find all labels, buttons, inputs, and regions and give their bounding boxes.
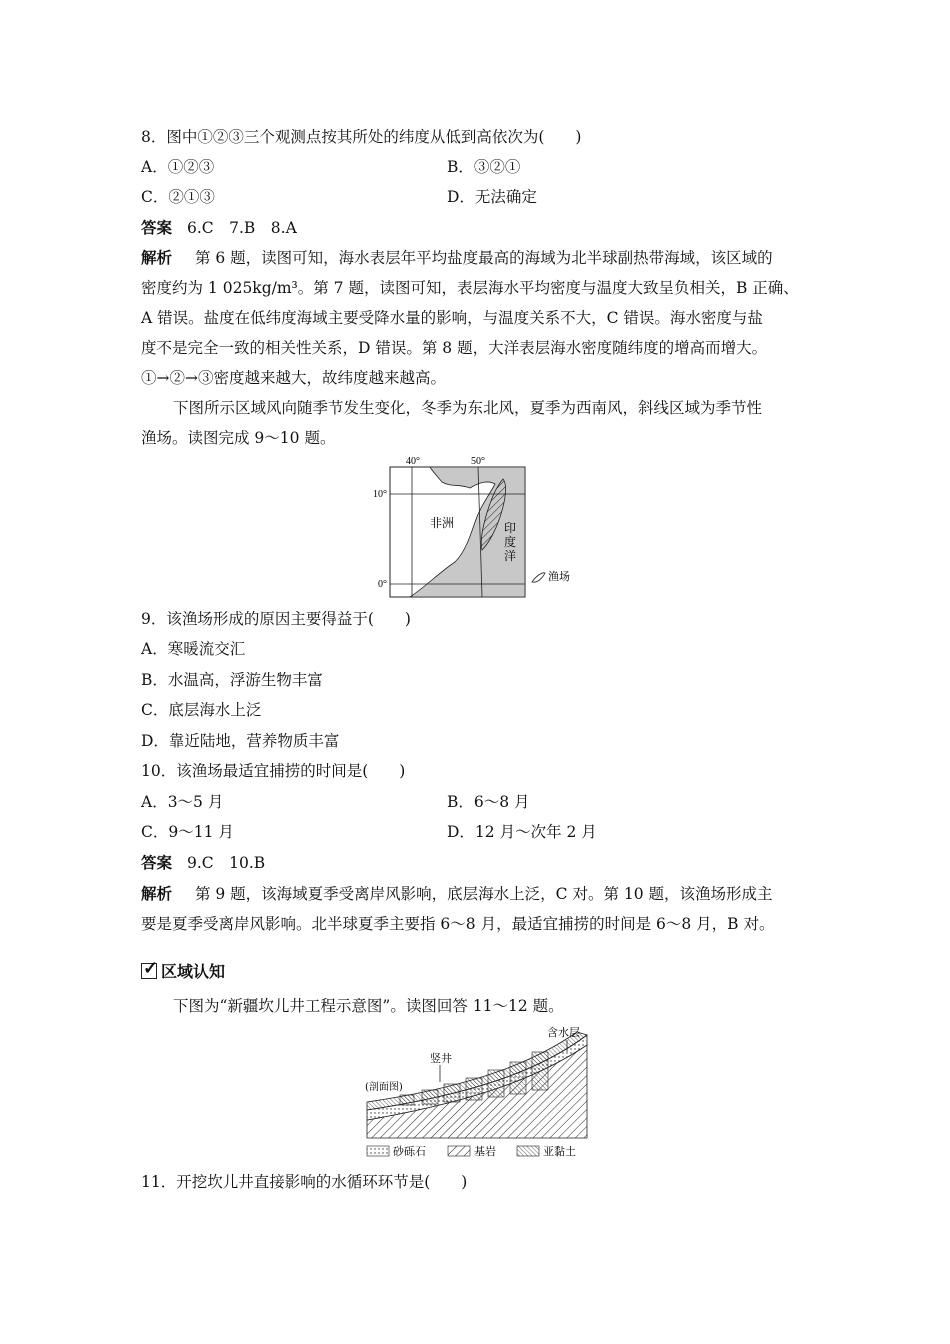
q9-option-d: D．靠近陆地，营养物质丰富 [141,732,340,750]
q10-option-b: B．6～8 月 [447,793,530,811]
q8-option-c: C．②①③ [141,188,215,206]
lon-40-label: 40° [406,456,420,467]
explanation-label: 解析 [141,248,173,267]
legend-clay-label: 亚黏土 [543,1145,576,1158]
legend-gravel-label: 砂砾石 [393,1145,426,1158]
q9-option-b: B．水温高，浮游生物丰富 [141,671,323,689]
answer-text: 9.C 10.B [186,854,266,872]
q10-stem: 10．该渔场最适宜捕捞的时间是( ) [141,762,406,780]
lon-50-label: 50° [471,456,485,467]
checkbox-icon [141,963,157,979]
q9-option-c: C．底层海水上泛 [141,701,262,719]
shaft-6 [510,1062,526,1094]
explanation-6-8-line3: A 错误。盐度在低纬度海域主要受降水量的影响，与温度关系不大，C 错误。海水密度与盐 [141,309,763,327]
africa-label: 非洲 [430,516,455,530]
fishery-map [370,452,590,602]
explanation-6-8-line2: 密度约为 1 025kg/m³。第 7 题，读图可知，表层海水平均密度与温度大致呈负相关，B 正确、 [141,279,799,297]
fishery-legend-icon [532,573,545,582]
shaft-7 [532,1052,548,1090]
q10-option-c: C．9～11 月 [141,823,234,841]
q8-option-d: D．无法确定 [447,188,537,206]
legend-bedrock-swatch [448,1146,470,1156]
profile-label: (剖面图) [365,1082,403,1093]
shaft-3 [444,1084,460,1102]
legend-bedrock-label: 基岩 [474,1145,496,1158]
q8-option-a: A．①②③ [141,158,215,176]
answer-label: 答案 [141,218,173,237]
explanation-9-10-line1 [141,884,773,904]
q11-stem: 11．开挖坎儿井直接影响的水循环环节是( ) [141,1173,468,1191]
lat-0-label: 0° [378,579,387,590]
intro-11-12: 下图为“新疆坎儿井工程示意图”。读图回答 11～12 题。 [173,997,564,1015]
answer-text: 6.C 7.B 8.A [186,219,297,237]
answer-6-8 [141,218,297,238]
answer-label: 答案 [141,853,173,872]
shaft-4 [466,1078,482,1100]
q8-stem: 8．图中①②③三个观测点按其所处的纬度从低到高依次为( ) [141,128,582,146]
explanation-9-10-line2: 要是夏季受离岸风影响。北半球夏季主要指 6～8 月，最适宜捕捞的时间是 6～8 月，B 对。 [141,915,775,933]
shaft-1 [400,1095,414,1105]
legend-clay-swatch [517,1146,539,1156]
intro-9-10-line1: 下图所示区域风向随季节发生变化，冬季为东北风，夏季为西南风，斜线区域为季节性 [173,399,763,417]
explanation-text: 第 6 题，读图可知，海水表层年平均盐度最高的海域为北半球副热带海域，该区域的 [194,249,773,267]
explanation-6-8-line5: ①→②→③密度越来越大，故纬度越来越高。 [141,369,446,387]
q10-option-d: D．12 月～次年 2 月 [447,823,597,841]
karez-diagram [362,1020,592,1165]
explanation-label: 解析 [141,884,173,903]
q9-option-a: A．寒暖流交汇 [141,640,246,658]
section-title: 区域认知 [161,962,226,981]
explanation-6-8-line4: 度不是完全一致的相关性关系，D 错误。第 8 题，大洋表层海水密度随纬度的增高而增大。 [141,339,768,357]
lat-10-label: 10° [373,489,387,500]
ocean-label-2: 度 [504,535,517,549]
explanation-6-8-line1 [141,248,773,268]
explanation-text: 第 9 题，该海域夏季受离岸风影响，底层海水上泛，C 对。第 10 题，该渔场形成主 [194,885,773,903]
q10-option-a: A．3～5 月 [141,793,224,811]
shaft-label: 竖井 [430,1052,452,1065]
q8-option-b: B．③②① [447,158,521,176]
ocean-label-3: 洋 [504,549,517,563]
q9-stem: 9．该渔场形成的原因主要得益于( ) [141,610,411,628]
answer-9-10 [141,853,265,873]
shaft-5 [488,1070,504,1097]
ocean-label-1: 印 [504,521,517,535]
section-heading [141,959,225,982]
legend-gravel-swatch [367,1146,389,1156]
aquifer-label: 含水层 [547,1026,580,1039]
fishery-legend-label: 渔场 [548,570,570,583]
intro-9-10-line2: 渔场。读图完成 9～10 题。 [141,429,336,447]
shaft-2 [422,1090,438,1104]
